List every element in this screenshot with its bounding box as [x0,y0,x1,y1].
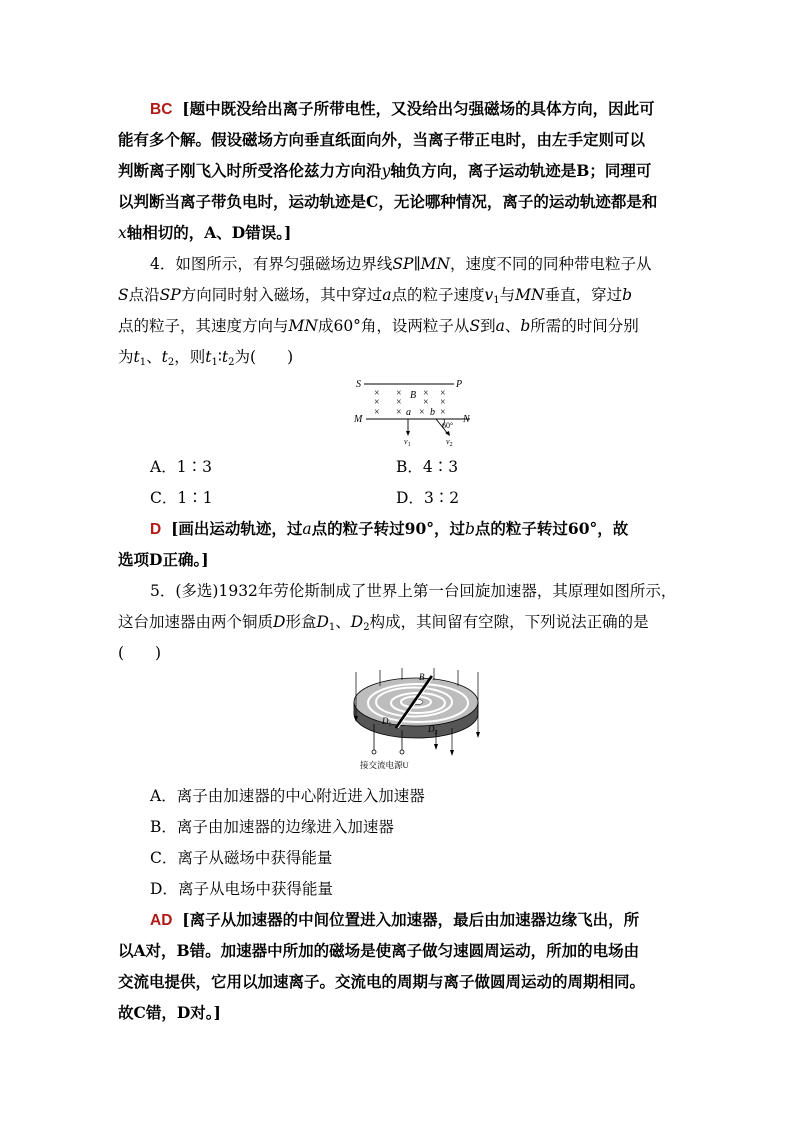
q4-stem-line-3: 点的粒子，其速度方向与MN成60°角，设两粒子从S到a、b所需的时间分别 [118,317,639,335]
label-v1: $v_1$ [404,437,411,446]
q3-explanation-line-3: 判断离子刚飞入时所受洛伦兹力方向沿y轴负方向，离子运动轨迹是B；同理可 [118,161,652,180]
terminal [400,750,404,754]
q5-stem-line-1: 5．(多选)1932年劳伦斯制成了世界上第一台回旋加速器，其原理如图所示， [150,582,677,600]
q5-option-b[interactable]: B．离子由加速器的边缘进入加速器 [150,818,394,836]
v1-arrowhead [406,431,410,436]
q5-stem-line-2: 这台加速器由两个铜质D形盒$D_1$、$D_2$构成，其间留有空隙，下列说法正确的是 [118,613,649,633]
label-b-field: B [410,390,417,401]
q4-option-a[interactable]: A．1∶3 [150,458,212,476]
field-cross: × [396,407,402,418]
q3-answer: BC [150,101,173,118]
q4-answer: D [150,521,162,538]
q3-explanation-line-4: 以判断当离子带负电时，运动轨迹是C，无论哪种情况，离子的运动轨迹都是和 [118,192,658,211]
q5-explanation-line-3: 交流电提供，它用以加速离子。交流电的周期与离子做圆周运动的周期相同。 [118,972,646,991]
label-n: N [463,414,470,425]
label-angle: 60° [442,421,454,430]
q5-option-c[interactable]: C．离子从磁场中获得能量 [150,849,333,867]
q5-option-d[interactable]: D．离子从电场中获得能量 [150,880,333,898]
q4-stem-line-2: S点沿SP方向同时射入磁场，其中穿过a点的粒子速度$v_1$与MN垂直，穿过b [118,286,633,306]
field-cross: × [374,407,380,418]
label-p: P [456,379,463,390]
q4-option-b[interactable]: B．4∶3 [396,458,459,476]
q5-explanation-line-1: AD [离子从加速器的中间位置进入加速器，最后由加速器边缘飞出，所 [150,910,640,929]
label-d1: $D_1$ [382,716,392,728]
q4-stem-line-4: 为$t_1$、$t_2$，则$t_1∶t_2$为( ) [118,348,294,368]
q5-stem-line-3: ( ) [118,644,162,662]
q4-number: 4． [150,255,176,273]
q5-explanation-line-2: 以A对，B错。加速器中所加的磁场是使离子做匀速圆周运动，所加的电场由 [118,941,640,960]
label-m: M [354,414,363,425]
q4-option-d[interactable]: D．3∶2 [396,489,460,507]
q5-cyclotron-figure [340,666,490,778]
field-cross: × [396,397,402,408]
field-cross: × [440,397,446,408]
q3-explanation-line-5: x轴相切的，A、D错误。] [118,223,292,242]
label-b-point: b [430,407,435,418]
label-v2: $v_2$ [446,437,453,446]
q3-explanation-line-1: BC [题中既没给出离子所带电性，又没给出匀强磁场的具体方向，因此可 [150,99,655,118]
q4-explanation-line-1: D [画出运动轨迹，过a点的粒子转过90°，过b点的粒子转过60°，故 [150,519,629,538]
field-cross: × [419,407,425,418]
label-b: B [419,672,425,682]
q4-stem-line-1: 4．如图所示，有界匀强磁场边界线SP∥MN，速度不同的同种带电粒子从 [150,255,652,273]
terminal [372,750,376,754]
q5-explanation-line-4: 故C错，D对。] [118,1003,221,1022]
q5-number: 5． [150,582,176,600]
q3-explanation-line-2: 能有多个解。假设磁场方向垂直纸面向外，当离子带正电时，由左手定则可以 [118,130,646,149]
q4-magnetic-field-figure [350,374,480,446]
field-cross: × [396,388,402,399]
q5-option-a[interactable]: A．离子由加速器的中心附近进入加速器 [150,787,425,805]
ac-source-label: 接交流电源U [360,760,409,770]
q4-explanation-line-2: 选项D正确。] [118,550,209,569]
field-cross: × [374,388,380,399]
label-a: a [406,407,411,418]
q5-answer: AD [150,912,173,929]
field-cross: × [423,397,429,408]
q4-option-c[interactable]: C．1∶1 [150,489,213,507]
label-d2: $D_2$ [428,724,438,736]
field-cross: × [423,388,429,399]
field-cross: × [440,388,446,399]
label-s: S [356,379,361,390]
field-cross: × [374,397,380,408]
field-cross: × [440,407,446,418]
